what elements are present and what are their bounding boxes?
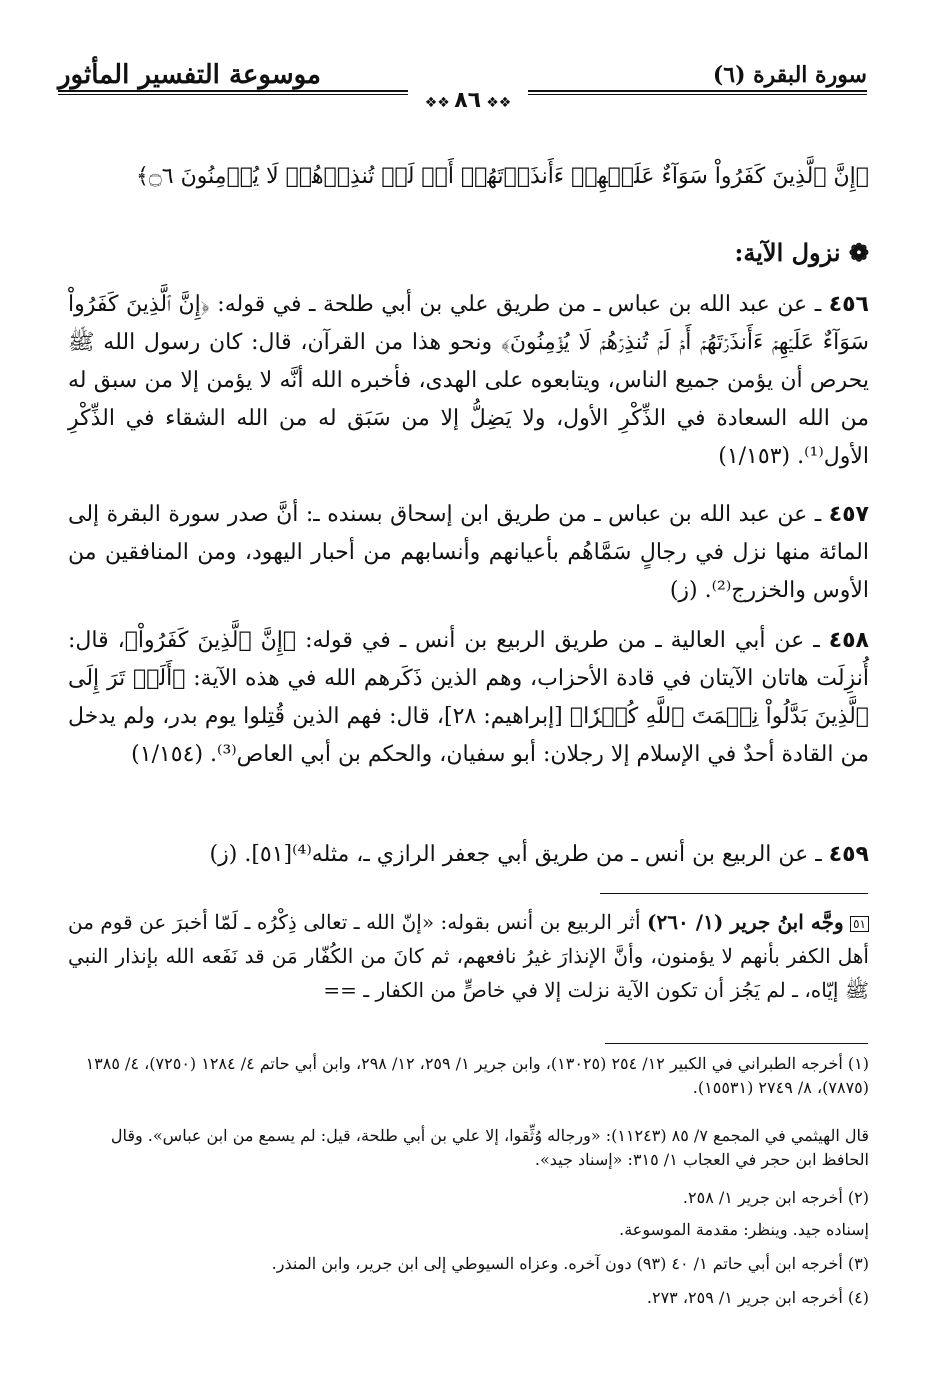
section-title: ❁ نزول الآية: [734,238,869,267]
commentary-separator [600,893,868,894]
narration-text: ـ عن عبد الله بن عباس ـ من طريق ابن إسحاق بسنده ـ: أنَّ صدر سورة البقرة إلى المائة منها نزل في رجالٍ سَمَّاهُم بأعيانهم وأنسابهم من أحبار اليهود، ومن المنافقين من الأوس والخزرج⁽²⁾. (ز) [68,502,869,603]
narration-text: ـ عن الربيع بن أنس ـ من طريق أبي جعفر الرازي ـ، مثله⁽⁴⁾[٥١]. (ز) [209,842,829,867]
footnote-4: (٤) أخرجه ابن جرير ١/ ٢٥٩، ٢٧٣. [646,1288,869,1307]
footnote-separator [605,1043,868,1044]
narration-456 [68,286,869,476]
footnote-3: (٣) أخرجه ابن أبي حاتم ١/ ٤٠ (٩٣) دون آخره. وعزاه السيوطي إلى ابن جرير، وابن المنذر. [271,1254,869,1273]
narration-457 [68,496,869,610]
narration-459 [68,836,869,874]
footnote-2-note: إسناده جيد. وينظر: مقدمة الموسوعة. [619,1220,869,1239]
footnote-2: (٢) أخرجه ابن جرير ١/ ٢٥٨. [682,1188,869,1207]
narration-number: ٤٥٦ [828,292,869,317]
narration-458 [68,622,869,774]
commentary-text: أثر الربيع بن أنس بقوله: «إنّ الله ـ تعالى ذِكْرُه ـ لَمّا أخبرَ عن قوم من أهل الكفر بأنهم لا يؤمنون، وأنَّ الإنذارَ غيرُ نافعهم، ثم كانَ من الكُفّار مَن قد نَفَعه الله بإنذار النبي ﷺ إيّاه، ـ لم يَجُز أن تكون الآية نزلت إلا في خاصٍّ من الكفار ـ == [68,910,869,1002]
book-title: موسوعة التفسير المأثور [58,60,321,90]
footnote-1: (١) أخرجه الطبراني في الكبير ١٢/ ٢٥٤ (١٣٠٢٥)، وابن جرير ١/ ٢٥٩، ١٢/ ٢٩٨، وابن أبي حاتم ٤/ ١٢٨٤ (٧٢٥٠)، ٤/ ١٣٨٥ (٧٨٧٥)، ٨/ ٢٧٤٩ (١٥٥٣١). [85,1054,869,1097]
narration-number: ٤٥٧ [828,502,869,527]
narration-text: ـ عن أبي العالية ـ من طريق الربيع بن أنس ـ في قوله: ﴿إِنَّ ٱلَّذِينَ كَفَرُواْ﴾، قال: أُنزِلَت هاتان الآيتان في قادة الأحزاب، وهم الذين ذَكَرهم الله في هذه الآية: ﴿أَلَمۡ تَرَ إِلَى ٱلَّذِينَ بَدَّلُواْ نِعۡمَتَ ٱللَّهِ كُفۡرٗا﴾ [إبراهيم: ٢٨]، قال: فهم الذين قُتِلوا يوم بدر، ولم يدخل من القادة أحدٌ في الإسلام إلا رجلان: أبو سفيان، والحكم بن أبي العاص⁽³⁾. (١/١٥٤) [68,628,869,767]
narration-number: ٤٥٩ [828,842,869,867]
commentary-lead: وجَّه ابنُ جرير (١/ ٢٦٠) [646,910,844,934]
ornament-icon: ❖❖ [486,95,512,111]
narration-number: ٤٥٨ [828,628,869,653]
footnote-1-note: قال الهيثمي في المجمع ٧/ ٨٥ (١١٢٤٣): «ورجاله وُثِّقوا، إلا علي بن أبي طلحة، قيل: لم يسمع من ابن عباس». وقال الحافظ ابن حجر في العجاب ١/ ٣١٥: «إسناد جيد». [110,1126,869,1169]
page-number: ٨٦ [454,88,482,113]
ornament-icon: ❖❖ [424,95,455,111]
commentary-number-box: ٥١ [850,916,869,932]
commentary-block [68,905,869,1007]
quran-verse: ﴿إِنَّ ٱلَّذِينَ كَفَرُواْ سَوَآءٌ عَلَيۡهِمۡ ءَأَنذَرۡتَهُمۡ أَمۡ لَمۡ تُنذِرۡهُمۡ لَا يُؤۡمِنُونَ ۝٦﴾ [136,164,869,189]
page-number-block [408,88,528,114]
surah-reference: سورة البقرة (٦) [712,62,867,88]
narration-text: ـ عن عبد الله بن عباس ـ من طريق علي بن أبي طلحة ـ في قوله: ﴿إِنَّ ٱلَّذِينَ كَفَرُواْ سَوَآءٌ عَلَيۡهِمۡ ءَأَنذَرۡتَهُمۡ أَمۡ لَمۡ تُنذِرۡهُمۡ لَا يُؤۡمِنُونَ﴾ ونحو هذا من القرآن، قال: كان رسول الله ﷺ يحرص أن يؤمن جميع الناس، ويتابعوه على الهدى، فأخبره الله أنَّه لا يؤمن إلا من سبق له من الله السعادة في الذِّكْرِ الأول، ولا يَضِلُّ إلا من سَبَق له من الله الشقاء في الذِّكْرِ الأول⁽¹⁾. (١/١٥٣) [68,292,869,469]
